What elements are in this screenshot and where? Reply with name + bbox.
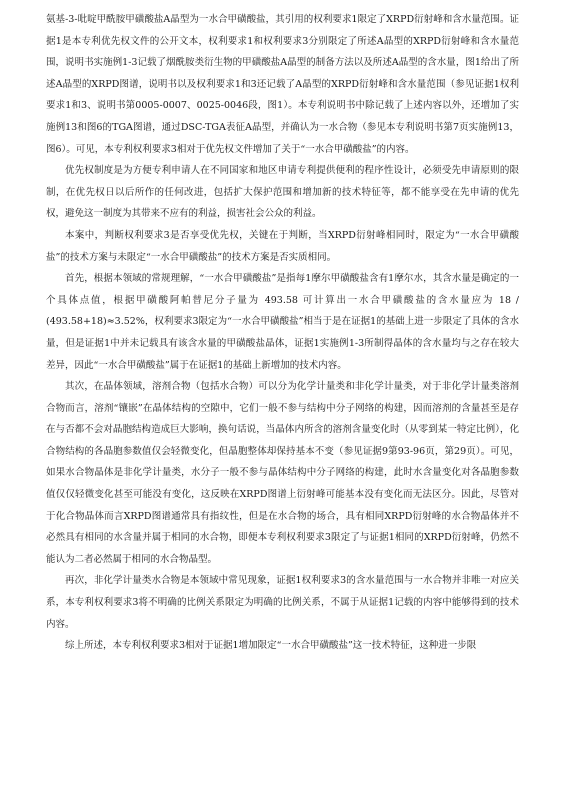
paragraph-third-point: 再次，非化学计量类水合物是本领域中常见现象，证据1权利要求3的含水量范围与一水合物并非唯一对应关系，本专利权利要求3将不明确的比例关系限定为明确的比例关系，不属于从证据1记载的内容中能够得到的技术内容。 bbox=[46, 575, 519, 630]
paragraph-second-point: 其次，在晶体领域，溶剂合物（包括水合物）可以分为化学计量类和非化学计量类，对于非化学计量类溶剂合物而言，溶剂“镶嵌”在晶体结构的空隙中，它们一般不参与结构中分子网络的构建，因而溶剂的含量甚至是存在与否都不会对晶胞结构造成巨大影响，换句话说，当晶体内所含的溶剂含量变化时（从零到某一特定比例），化合物结构的各晶胞参数值仅会轻微变化，但晶胞整体却保持基本不变（参见证据9第93-96页，第29页）。可见，如果水合物晶体是非化学计量类，水分子一般不参与晶体结构中分子网络的构建，此时水含量变化对各晶胞参数值仅仅轻微变化甚至可能没有变化，这反映在XRPD图谱上衍射峰可能基本没有变化而无法区分。因此，尽管对于化合物晶体而言XRPD图谱通常具有指纹性，但是在水合物的场合，具有相同XRPD衍射峰的水合物晶体并不必然具有相同的水含量并属于相同的水合物，即便本专利权利要求3限定了与证据1相同的XRPD衍射峰，仍然不能认为二者必然属于相同的水合物晶型。 bbox=[46, 381, 519, 565]
paragraph-case-issue: 本案中，判断权利要求3是否享受优先权，关键在于判断，当XRPD衍射峰相同时，限定为“一水合甲磺酸盐”的技术方案与未限定“一水合甲磺酸盐”的技术方案是否实质相同。 bbox=[46, 229, 519, 263]
paragraph-first-point: 首先，根据本领域的常规理解，“一水合甲磺酸盐”是指每1摩尔甲磺酸盐含有1摩尔水，其含水量是确定的一个具体点值，根据甲磺酸阿帕替尼分子量为 493.58 可计算出一水合甲磺酸盐的含水量应为 18 / (493.58+18)≈3.52%，权利要求3限定为“一水合甲磺酸盐”相当于是在证据1的基础上进一步限定了具体的含水量，但是证据1中并未记载具有该含水量的甲磺酸盐晶体，证据1实施例1-3所制得晶体的含水量均与之存在较大差异，因此“一水合甲磺酸盐”属于在证据1的基础上新增加的技术内容。 bbox=[46, 273, 519, 371]
paragraph-claim-analysis: 氨基-3-吡啶甲酰胺甲磺酸盐A晶型为一水合甲磺酸盐，其引用的权利要求1限定了XRPD衍射峰和含水量范围。证据1是本专利优先权文件的公开文本，权利要求1和权利要求3分别限定了所述A晶型的XRPD衍射峰和含水量范围，说明书实施例1-3记载了烟酰胺类衍生物的甲磺酸盐A晶型的制备方法以及所述A晶型的含水量，图1给出了所述A晶型的XRPD图谱，说明书以及权利要求1和3还记载了A晶型的XRPD衍射峰和含水量范围（参见证据1权利要求1和3、说明书第0005-0007、0025-0046段，图1）。本专利说明书中除记载了上述内容以外，还增加了实施例13和图6的TGA图谱，通过DSC-TGA表征A晶型，并确认为一水合物（参见本专利说明书第7页实施例13，图6）。可见，本专利权利要求3相对于优先权文件增加了关于“一水合甲磺酸盐”的内容。 bbox=[46, 14, 519, 155]
paragraph-priority-system: 优先权制度是为方便专利申请人在不同国家和地区申请专利提供便利的程序性设计，必须受先申请原则的限制，在优先权日以后所作的任何改进，包括扩大保护范围和增加新的技术特征等，都不能享受在先申请的优先权，避免这一制度为其带来不应有的利益，损害社会公众的利益。 bbox=[46, 165, 519, 220]
document-body bbox=[46, 9, 519, 657]
paragraph-conclusion: 综上所述，本专利权利要求3相对于证据1增加限定“一水合甲磺酸盐”这一技术特征，这种进一步限 bbox=[65, 640, 477, 652]
